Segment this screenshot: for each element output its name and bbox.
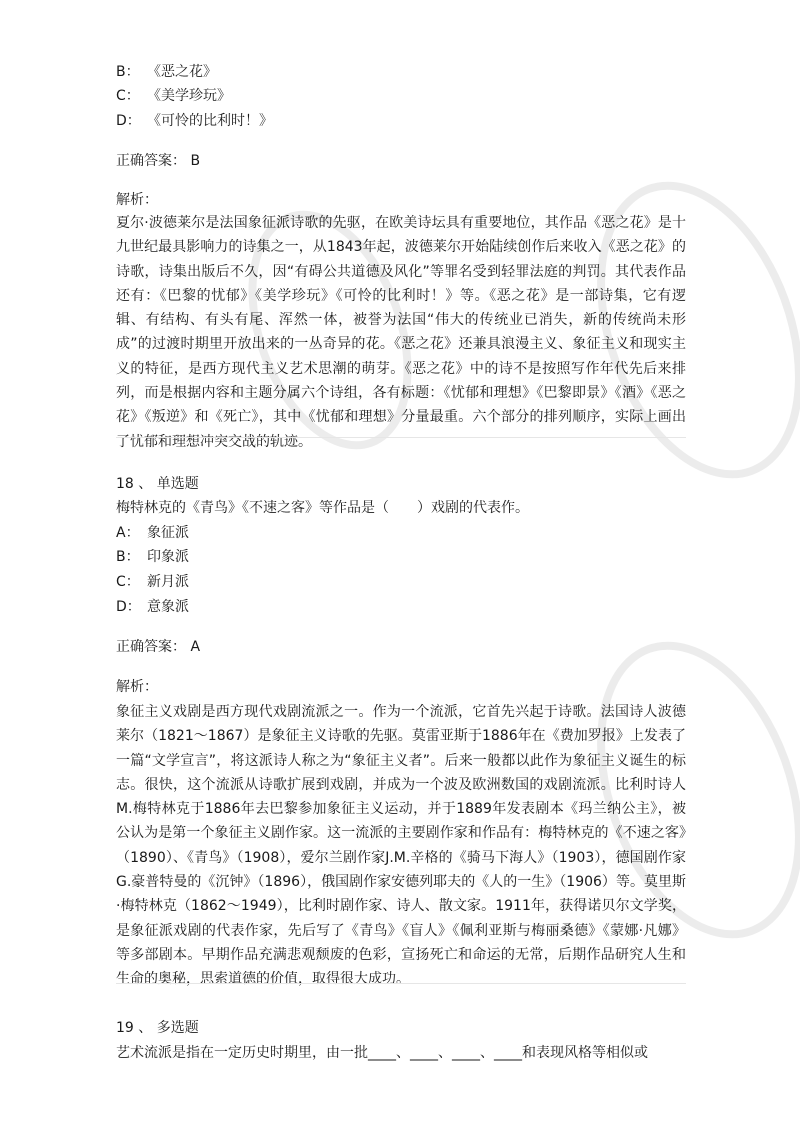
option-label: A： — [116, 525, 140, 541]
analysis-paragraph: 象征主义戏剧是西方现代戏剧流派之一。作为一个流派，它首先兴起于诗歌。法国诗人波德莱尔（1821～1867）是象征主义诗歌的先驱。莫雷亚斯于1886年在《费加罗报》上发表了一篇“文学宣言”，将这派诗人称之为“象征主义者”。后来一般都以此作为象征主义诞生的标志。很快，这个流派从诗歌扩展到戏剧，并成为一个波及欧洲数国的戏剧流派。比利时诗人M.梅特林克于1886年去巴黎参加象征主义运动，并于1889年发表剧本《玛兰纳公主》，被公认为是第一个象征主义剧作家。这一流派的主要剧作家和作品有：梅特林克的《不速之客》（1890）、《青鸟》（1908），爱尔兰剧作家J.M.辛格的《骑马下海人》（1903），德国剧作家G.豪普特曼的《沉钟》（1896），俄国剧作家安德列耶夫的《人的一生》（1906）等。莫里斯·梅特林克（1862～1949），比利时剧作家、诗人、散文家。1911年，获得诺贝尔文学奖，是象征派戏剧的代表作家，先后写了《青鸟》《盲人》《佩利亚斯与梅丽桑德》《蒙娜·凡娜》等多部剧本。早期作品充满悲观颓废的色彩，宣扬死亡和命运的无常，后期作品研究人生和生命的奥秘，思索道德的价值，取得很大成功。 — [116, 704, 686, 988]
answer-label: 正确答案： — [116, 639, 186, 655]
option-text: 《可怜的比利时！》 — [147, 113, 273, 129]
q17-analysis-label: 解析： — [116, 192, 158, 208]
q18-option-b — [116, 547, 189, 567]
q18-analysis-label: 解析： — [116, 679, 158, 695]
option-text: 意象派 — [147, 599, 189, 615]
q17-option-b — [116, 62, 217, 82]
q19-heading: 19 、 多选题 — [116, 1020, 199, 1036]
option-label: C： — [116, 88, 140, 104]
q18-analysis-text — [116, 700, 686, 992]
option-text: 象征派 — [147, 525, 189, 541]
analysis-paragraph: 夏尔·波德莱尔是法国象征派诗歌的先驱，在欧美诗坛具有重要地位，其作品《恶之花》是十九世纪最具影响力的诗集之一，从1843年起，波德莱尔开始陆续创作后来收入《恶之花》的诗歌，诗集出版后不久，因“有碍公共道德及风化”等罪名受到轻罪法庭的判罚。其代表作品还有：《巴黎的忧郁》《美学珍玩》《可怜的比利时！》等。《恶之花》是一部诗集，它有逻辑、有结构、有头有尾、浑然一体，被誉为法国“伟大的传统业已消失，新的传统尚未形成”的过渡时期里开放出来的一丛奇异的花。《恶之花》还兼具浪漫主义、象征主义和现实主义的特征，是西方现代主义艺术思潮的萌芽。《恶之花》中的诗不是按照写作年代先后来排列，而是根据内容和主题分属六个诗组，各有标题：《忧郁和理想》《巴黎即景》《酒》《恶之花》《叛逆》和《死亡》，其中《忧郁和理想》分量最重。六个部分的排列顺序，实际上画出了忧郁和理想冲突交战的轨迹。 — [116, 215, 686, 450]
section-divider — [116, 437, 686, 438]
q19-stem: 艺术流派是指在一定历史时期里，由一批____、____、____、____和表现风格等相似或 — [116, 1045, 648, 1061]
answer-value: B — [190, 153, 201, 169]
q18-answer — [116, 637, 200, 657]
q18-option-d — [116, 597, 189, 617]
option-label: D： — [116, 113, 141, 129]
option-label: C： — [116, 574, 140, 590]
option-text: 印象派 — [147, 549, 189, 565]
section-divider — [116, 983, 686, 984]
q17-answer — [116, 151, 200, 171]
q17-option-d — [116, 111, 273, 131]
q18-option-c — [116, 572, 189, 592]
answer-label: 正确答案： — [116, 153, 186, 169]
option-text: 《美学珍玩》 — [147, 88, 231, 104]
q18-heading: 18 、 单选题 — [116, 476, 199, 492]
option-text: 新月派 — [147, 574, 189, 590]
option-text: 《恶之花》 — [147, 64, 217, 80]
q18-stem: 梅特林克的《青鸟》《不速之客》等作品是（ ）戏剧的代表作。 — [116, 500, 529, 516]
option-label: D： — [116, 599, 141, 615]
q17-analysis-text — [116, 211, 686, 454]
q18-option-a — [116, 523, 189, 543]
option-label: B： — [116, 64, 140, 80]
q17-option-c — [116, 86, 231, 106]
option-label: B： — [116, 549, 140, 565]
answer-value: A — [190, 639, 201, 655]
